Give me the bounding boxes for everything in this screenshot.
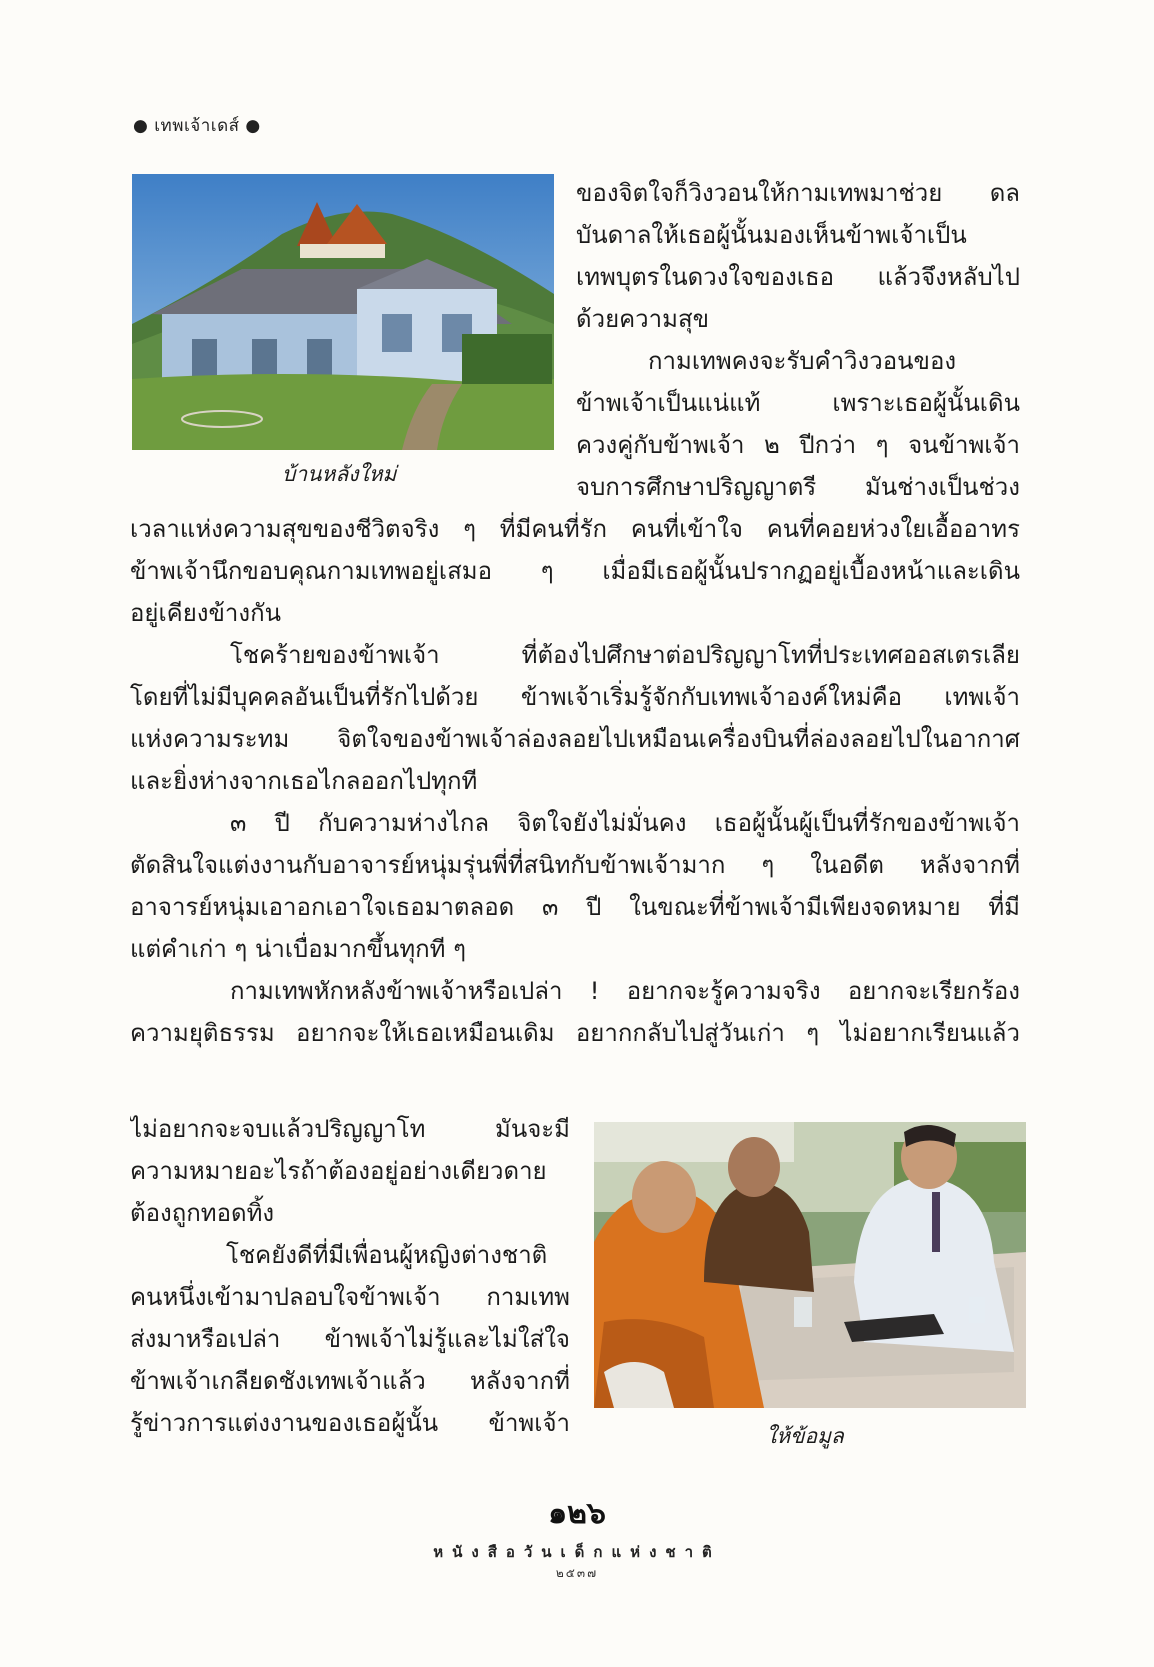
text-line: ตัดสินใจแต่งงานกับอาจารย์หนุ่มรุ่นพี่ที่สนิทกับข้าพเจ้ามาก ๆ ในอดีต หลังจากที่: [130, 851, 1020, 879]
text-line: ด้วยความสุข: [576, 305, 710, 333]
text-line: บันดาลให้เธอผู้นั้นมองเห็นข้าพเจ้าเป็น: [576, 221, 967, 249]
text-line: รู้ข่าวการแต่งงานของเธอผู้นั้น ข้าพเจ้า: [130, 1409, 570, 1437]
text-line: ความยุติธรรม อยากจะให้เธอเหมือนเดิม อยากกลับไปสู่วันเก่า ๆ ไม่อยากเรียนแล้ว: [130, 1019, 1020, 1047]
text-line: โดยที่ไม่มีบุคคลอันเป็นที่รักไปด้วย ข้าพเจ้าเริ่มรู้จักกับเทพเจ้าองค์ใหม่คือ เทพเจ้า: [130, 683, 1020, 711]
meeting-photo: [594, 1122, 1026, 1408]
house-photo: [132, 174, 554, 450]
text-line: ไม่อยากจะจบแล้วปริญญาโท มันจะมี: [130, 1115, 570, 1143]
text-line: จบการศึกษาปริญญาตรี มันช่างเป็นช่วง: [576, 473, 1020, 501]
text-line: เทพบุตรในดวงใจของเธอ แล้วจึงหลับไป: [576, 263, 1020, 291]
text-column-top: [576, 172, 1020, 508]
footer-book-title: หนังสือวันเด็กแห่งชาติ: [433, 1543, 721, 1561]
text-line: ๓ ปี กับความห่างไกล จิตใจยังไม่มั่นคง เธอผู้นั้นผู้เป็นที่รักของข้าพเจ้า: [230, 809, 1020, 837]
text-line: กามเทพคงจะรับคำวิงวอนของ: [648, 347, 957, 375]
text-column-bottom: [130, 1108, 570, 1444]
footer-year: ๒๕๓๗: [555, 1566, 599, 1580]
text-line: ต้องถูกทอดทิ้ง: [130, 1199, 275, 1227]
text-line: อาจารย์หนุ่มเอาอกเอาใจเธอมาตลอด ๓ ปี ในขณะที่ข้าพเจ้ามีเพียงจดหมาย ที่มี: [130, 893, 1020, 921]
running-header: ● เทพเจ้าเดส์ ●: [133, 116, 261, 136]
text-line: เวลาแห่งความสุขของชีวิตจริง ๆ ที่มีคนที่รัก คนที่เข้าใจ คนที่คอยห่วงใยเอื้ออาทร: [130, 515, 1020, 543]
meeting-photo-caption: ให้ข้อมูล: [766, 1424, 844, 1448]
text-line: ข้าพเจ้านึกขอบคุณกามเทพอยู่เสมอ ๆ เมื่อมีเธอผู้นั้นปรากฏอยู่เบื้องหน้าและเดิน: [130, 557, 1020, 585]
text-line: และยิ่งห่างจากเธอไกลออกไปทุกที: [130, 767, 478, 795]
page-number: ๑๒๖: [548, 1496, 606, 1531]
text-line: ของจิตใจก็วิงวอนให้กามเทพมาช่วย ดล: [576, 179, 1020, 207]
house-photo-caption: บ้านหลังใหม่: [282, 462, 397, 486]
text-line: โชคยังดีที่มีเพื่อนผู้หญิงต่างชาติ: [226, 1241, 548, 1269]
text-block-full-width: [130, 508, 1020, 1054]
text-line: อยู่เคียงข้างกัน: [130, 599, 282, 627]
text-line: ควงคู่กับข้าพเจ้า ๒ ปีกว่า ๆ จนข้าพเจ้า: [576, 431, 1020, 459]
text-line: กามเทพหักหลังข้าพเจ้าหรือเปล่า ! อยากจะรู้ความจริง อยากจะเรียกร้อง: [230, 977, 1020, 1005]
text-line: แต่คำเก่า ๆ น่าเบื่อมากขึ้นทุกที ๆ: [130, 935, 467, 963]
text-line: โชคร้ายของข้าพเจ้า ที่ต้องไปศึกษาต่อปริญญาโทที่ประเทศออสเตรเลีย: [230, 641, 1020, 669]
text-line: ความหมายอะไรถ้าต้องอยู่อย่างเดียวดาย: [130, 1157, 547, 1185]
text-line: แห่งความระทม จิตใจของข้าพเจ้าล่องลอยไปเหมือนเครื่องบินที่ล่องลอยไปในอากาศ: [130, 725, 1020, 753]
text-line: ข้าพเจ้าเกลียดชังเทพเจ้าแล้ว หลังจากที่: [130, 1367, 570, 1395]
text-line: ข้าพเจ้าเป็นแน่แท้ เพราะเธอผู้นั้นเดิน: [576, 389, 1020, 417]
text-line: ส่งมาหรือเปล่า ข้าพเจ้าไม่รู้และไม่ใส่ใจ: [130, 1325, 570, 1353]
text-line: คนหนึ่งเข้ามาปลอบใจข้าพเจ้า กามเทพ: [130, 1283, 570, 1311]
